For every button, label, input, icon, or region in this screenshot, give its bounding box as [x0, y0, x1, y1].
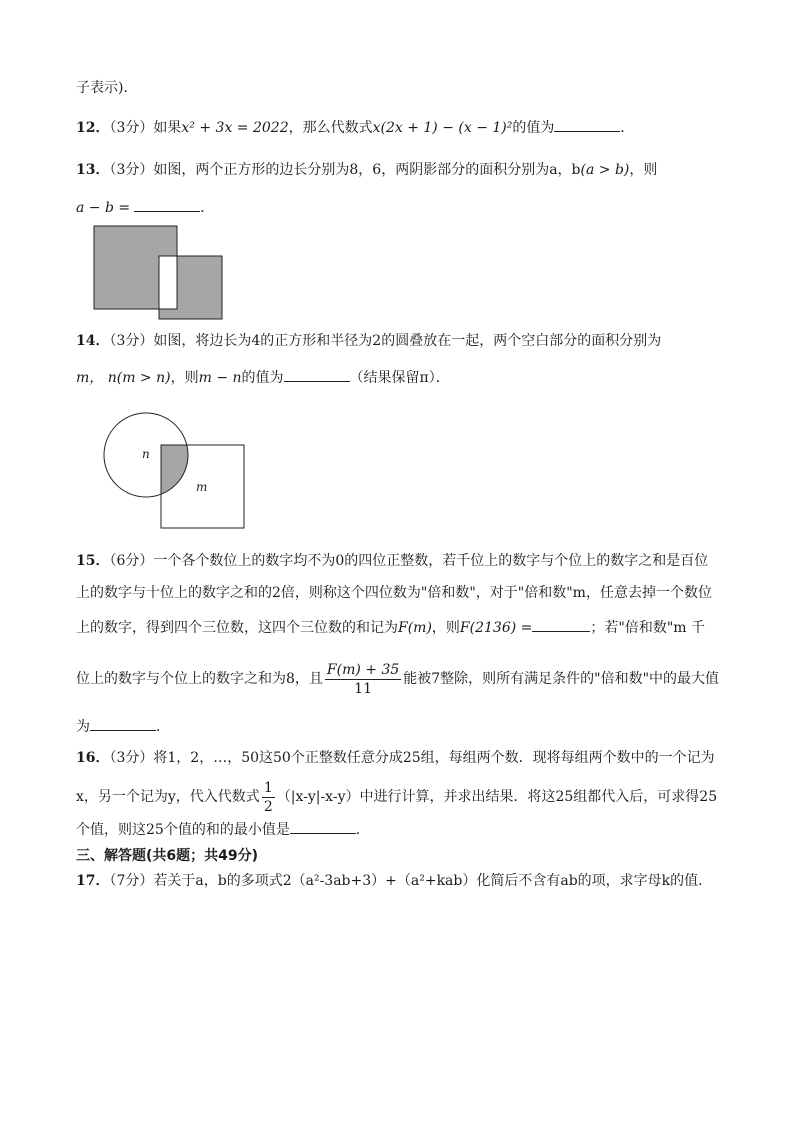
question-number: 17． — [76, 873, 110, 889]
text-fragment: ． — [156, 719, 170, 735]
text-fragment: ；若"倍和数"m 千 — [590, 620, 705, 636]
text-fragment: （结果保留π）． — [349, 370, 450, 386]
question-15-line-3 — [76, 617, 705, 638]
text-fragment: ． — [620, 120, 635, 136]
expression: m − n — [198, 370, 242, 386]
question-16-line-2 — [76, 775, 717, 819]
fraction-denominator: 2 — [263, 798, 273, 815]
fraction — [262, 779, 275, 816]
variables: m， n(m > n) — [76, 370, 171, 386]
text-fragment: （3分）如图，将边长为4的正方形和半径为2的圆叠放在一起，两个空白部分的面积分别为 — [109, 333, 662, 349]
text-fragment: ，则 — [431, 620, 460, 636]
answer-blank[interactable] — [290, 819, 356, 834]
question-number: 15． — [76, 553, 110, 569]
text-fragment: 的值为 — [241, 370, 284, 386]
question-13 — [76, 160, 657, 180]
expression: a − b = — [76, 200, 131, 216]
text-fragment: 能被7整除，则所有满足条件的"倍和数"中的最大值 — [403, 671, 720, 687]
condition: (a > b) — [580, 162, 630, 178]
text-fragment: （3分）将1，2，…，50这50个正整数任意分成25组，每组两个数．现将每组两个数中的一个记为 — [109, 750, 715, 766]
text-fragment: 上的数字与十位上的数字之和的2倍，则称这个四位数为"倍和数"，对于"倍和数"m，任意去掉一个数位 — [76, 585, 712, 601]
text-fragment: （7分）若关于a，b的多项式2（a²-3ab+3）+（a²+kab）化简后不含有ab的项，求字母k的值. — [109, 873, 703, 889]
text-fragment: ，那么代数式 — [288, 120, 373, 136]
question-16 — [76, 748, 715, 768]
text-fragment: ． — [355, 822, 370, 838]
figure-13-squares — [90, 222, 230, 324]
equation: x² + 3x = 2022 — [181, 120, 289, 136]
question-15 — [76, 551, 708, 571]
text-fragment: ，则 — [629, 162, 658, 178]
fraction-denominator: 11 — [354, 680, 372, 697]
question-15-line-5 — [76, 716, 170, 737]
fraction — [325, 661, 401, 698]
text-fragment: （3分）如果 — [109, 120, 182, 136]
text-fragment: 子表示)． — [76, 80, 138, 96]
section-heading: 三、解答题(共6题；共49分) — [76, 848, 259, 864]
text-fragment: ，则 — [170, 370, 199, 386]
text-fragment: （3分）如图，两个正方形的边长分别为8，6，两阴影部分的面积分别为a，b — [109, 162, 581, 178]
question-17 — [76, 871, 703, 891]
fraction-numerator: 1 — [263, 779, 273, 796]
label-m: m — [196, 480, 208, 494]
question-number: 13． — [76, 162, 110, 178]
text-fragment: 的值为 — [512, 120, 555, 136]
question-number: 16． — [76, 750, 110, 766]
text-fragment: 个值，则这25个值的和的最小值是 — [76, 822, 290, 838]
function-expression: F(m) — [398, 620, 432, 636]
answer-blank[interactable] — [90, 716, 156, 731]
continued-text — [76, 78, 137, 98]
question-15-line-4 — [76, 657, 719, 701]
answer-blank[interactable] — [532, 617, 590, 632]
text-fragment: x，另一个记为y，代入代数式 — [76, 789, 260, 805]
question-15-line-2 — [76, 583, 712, 603]
overlap-region — [159, 256, 177, 309]
text-fragment: （|x-y|-x-y）中进行计算，并求出结果．将这25组都代入后，可求得25 — [276, 789, 718, 805]
question-number: 14． — [76, 333, 110, 349]
text-fragment: 为 — [76, 719, 90, 735]
text-fragment: （6分）一个各个数位上的数字均不为0的四位正整数，若千位上的数字与个位上的数字之和是百位 — [109, 553, 709, 569]
question-number: 12． — [76, 120, 110, 136]
text-fragment: 位上的数字与个位上的数字之和为8，且 — [76, 671, 323, 687]
question-13-answer-line — [76, 197, 214, 218]
question-16-line-3 — [76, 819, 370, 840]
question-12 — [76, 117, 634, 138]
function-expression: F(2136) = — [459, 620, 533, 636]
fraction-numerator: F(m) + 35 — [326, 661, 400, 678]
expression: x(2x + 1) − (x − 1)² — [372, 120, 513, 136]
answer-blank[interactable] — [134, 197, 200, 212]
text-fragment: 上的数字，得到四个三位数，这四个三位数的和记为 — [76, 620, 398, 636]
text-fragment: ． — [200, 200, 215, 216]
question-14-answer-line — [76, 367, 450, 388]
question-14 — [76, 331, 661, 351]
answer-blank[interactable] — [554, 117, 620, 132]
label-n: n — [142, 447, 150, 461]
figure-14-circle-square — [100, 410, 250, 532]
answer-blank[interactable] — [284, 367, 350, 382]
